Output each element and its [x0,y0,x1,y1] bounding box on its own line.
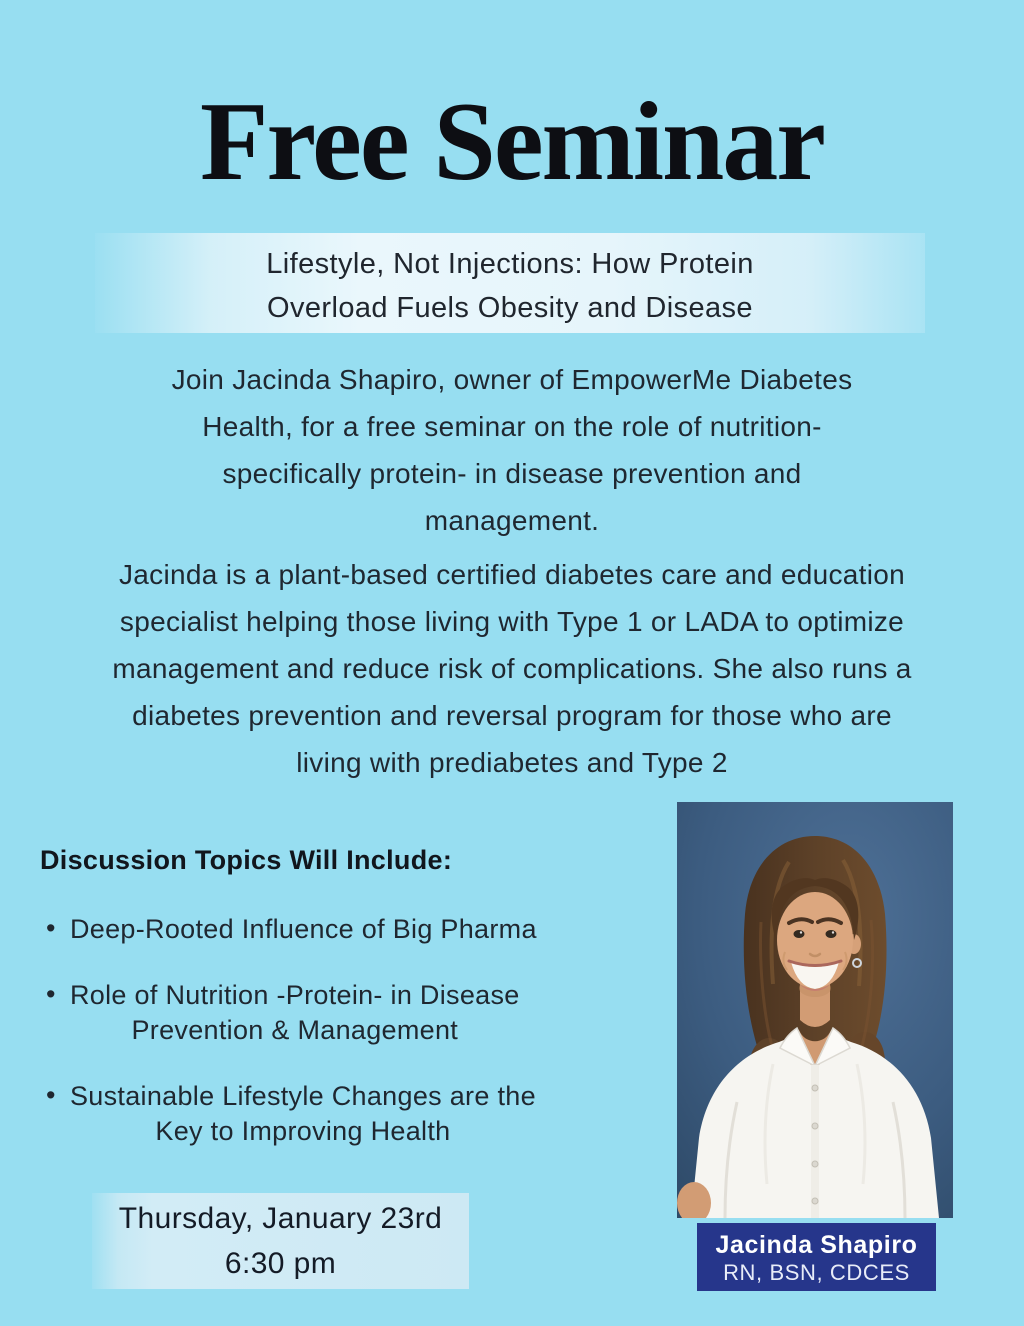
list-item [40,912,620,947]
intro-line: management. [424,505,600,536]
speaker-name: Jacinda Shapiro [715,1231,918,1259]
bullet-icon: • [46,1080,56,1110]
page-title: Free Seminar [200,80,824,204]
speaker-credentials: RN, BSN, CDCES [723,1260,910,1285]
bio-line: diabetes prevention and reversal program for those who are [132,700,892,731]
bio-line: specialist helping those living with Type 1 or LADA to optimize [119,606,905,637]
intro-line: specifically protein- in disease prevention and [222,458,802,489]
subtitle-line-2: Overload Fuels Obesity and Disease [267,292,753,324]
bio-line: Jacinda is a plant-based certified diabetes care and education [119,559,905,590]
topic-line: Key to Improving Health [155,1116,451,1146]
intro-line: Health, for a free seminar on the role of nutrition- [202,411,822,442]
topics-heading: Discussion Topics Will Include: [40,845,453,875]
list-item [40,1079,620,1149]
bio-line: management and reduce risk of complications. She also runs a [112,653,912,684]
subtitle-banner [95,233,925,333]
bullet-icon: • [46,913,56,943]
event-date-box [92,1193,469,1289]
speaker-photo [677,802,953,1218]
subtitle-line-1: Lifestyle, Not Injections: How Protein [266,248,754,280]
event-date: Thursday, January 23rd [118,1202,443,1235]
intro-paragraph [0,356,1024,544]
speaker-portrait-illustration [677,802,953,1218]
bio-line: living with prediabetes and Type 2 [296,747,728,778]
topic-line: Prevention & Management [131,1015,459,1045]
topic-line: Role of Nutrition -Protein- in Disease [70,980,520,1010]
bio-paragraph [0,551,1024,786]
intro-line: Join Jacinda Shapiro, owner of EmpowerMe Diabetes [171,364,853,395]
topic-line: Sustainable Lifestyle Changes are the [70,1081,536,1111]
speaker-name-badge [697,1223,936,1291]
topics-list [40,912,620,1180]
topic-line: Deep-Rooted Influence of Big Pharma [70,914,537,944]
bullet-icon: • [46,979,56,1009]
event-time: 6:30 pm [224,1247,337,1280]
list-item [40,978,620,1048]
